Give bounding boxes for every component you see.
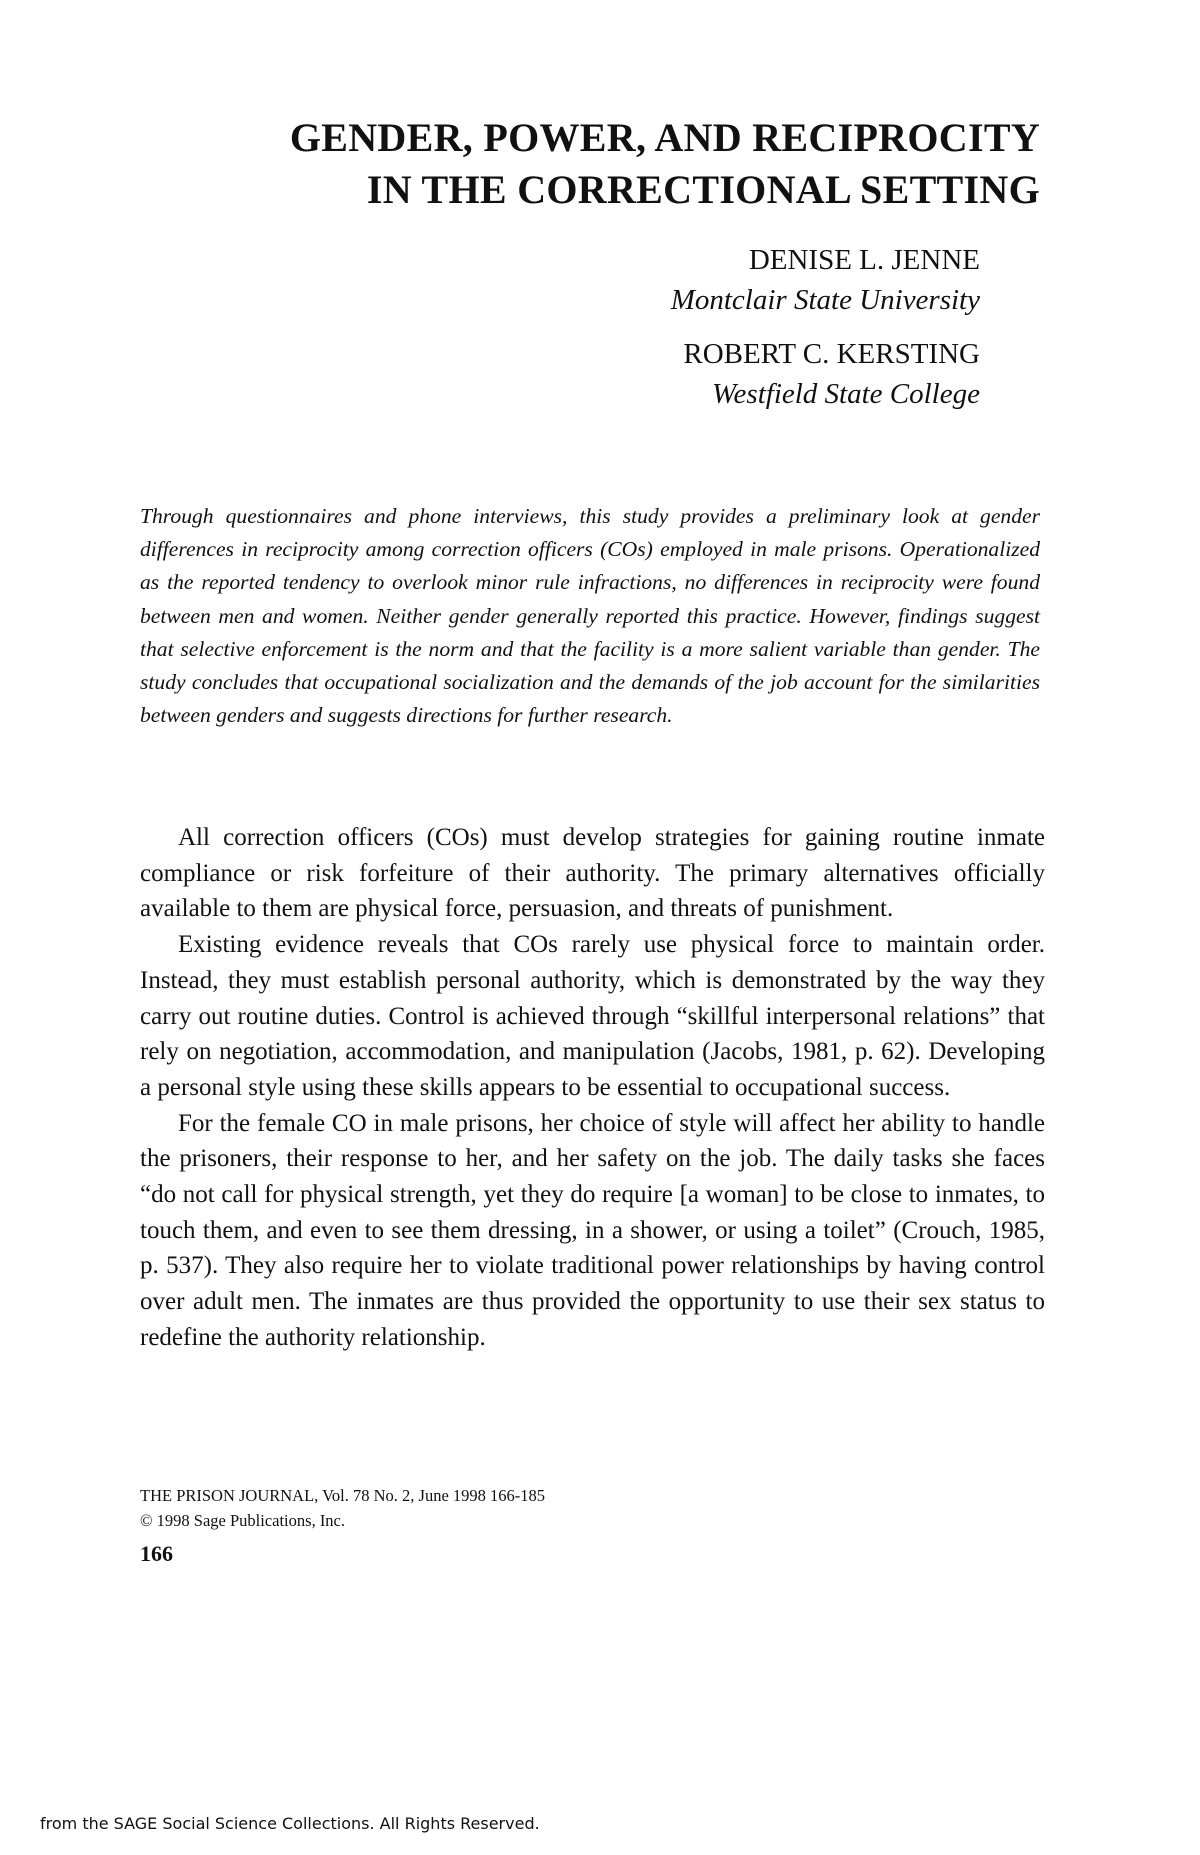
- journal-reference: THE PRISON JOURNAL, Vol. 78 No. 2, June 1998 166-185: [140, 1486, 546, 1505]
- article-title: [140, 112, 1040, 216]
- author-list: [440, 240, 980, 428]
- copyright-notice: © 1998 Sage Publications, Inc.: [140, 1511, 346, 1530]
- collection-footer: from the SAGE Social Science Collections. All Rights Reserved.: [40, 1814, 540, 1833]
- body-paragraph: All correction officers (COs) must develop strategies for gaining routine inmate compliance or risk forfeiture of their authority. The primary alternatives officially available to them are physical force, persuasion, and threats of punishment.: [140, 824, 1045, 923]
- author-affiliation: Westfield State College: [712, 378, 980, 410]
- title-line-1: GENDER, POWER, AND RECIPROCITY: [289, 115, 1040, 160]
- author-name: DENISE L. JENNE: [748, 244, 980, 276]
- author-affiliation: Montclair State University: [670, 284, 980, 316]
- title-line-2: IN THE CORRECTIONAL SETTING: [366, 167, 1040, 212]
- author-name: ROBERT C. KERSTING: [683, 338, 980, 370]
- author-entry: [440, 240, 980, 320]
- abstract: Through questionnaires and phone interviews, this study provides a preliminary look at gender differences in reciprocity among correction officers (COs) employed in male prisons. Operationalized as the reported tendency to overlook minor rule infractions, no differences in reciprocity were found between men and women. Neither gender generally reported this practice. However, findings suggest that selective enforcement is the norm and that the facility is a more salient variable than gender. The study concludes that occupational socialization and the demands of the job account for the similarities between genders and suggests directions for further research.: [140, 504, 1040, 728]
- author-entry: [440, 334, 980, 414]
- page-number: 166: [140, 1541, 173, 1566]
- journal-citation: [140, 1483, 840, 1533]
- body-paragraph: Existing evidence reveals that COs rarely use physical force to maintain order. Instead, they must establish personal authority, which is demonstrated by the way they carry out routine duties. Control is achieved through “skillful interpersonal relations” that rely on negotiation, accommodation, and manipulation (Jacobs, 1981, p. 62). Developing a personal style using these skills appears to be essential to occupational success.: [140, 931, 1045, 1101]
- body-paragraph: For the female CO in male prisons, her choice of style will affect her ability to handle the prisoners, their response to her, and her safety on the job. The daily tasks she faces “do not call for physical strength, yet they do require [a woman] to be close to inmates, to touch them, and even to see them dressing, in a shower, or using a toilet” (Crouch, 1985, p. 537). They also require her to violate traditional power relationships by having control over adult men. The inmates are thus provided the opportunity to use their sex status to redefine the authority relationship.: [140, 1109, 1045, 1351]
- body-text: [140, 820, 1045, 1356]
